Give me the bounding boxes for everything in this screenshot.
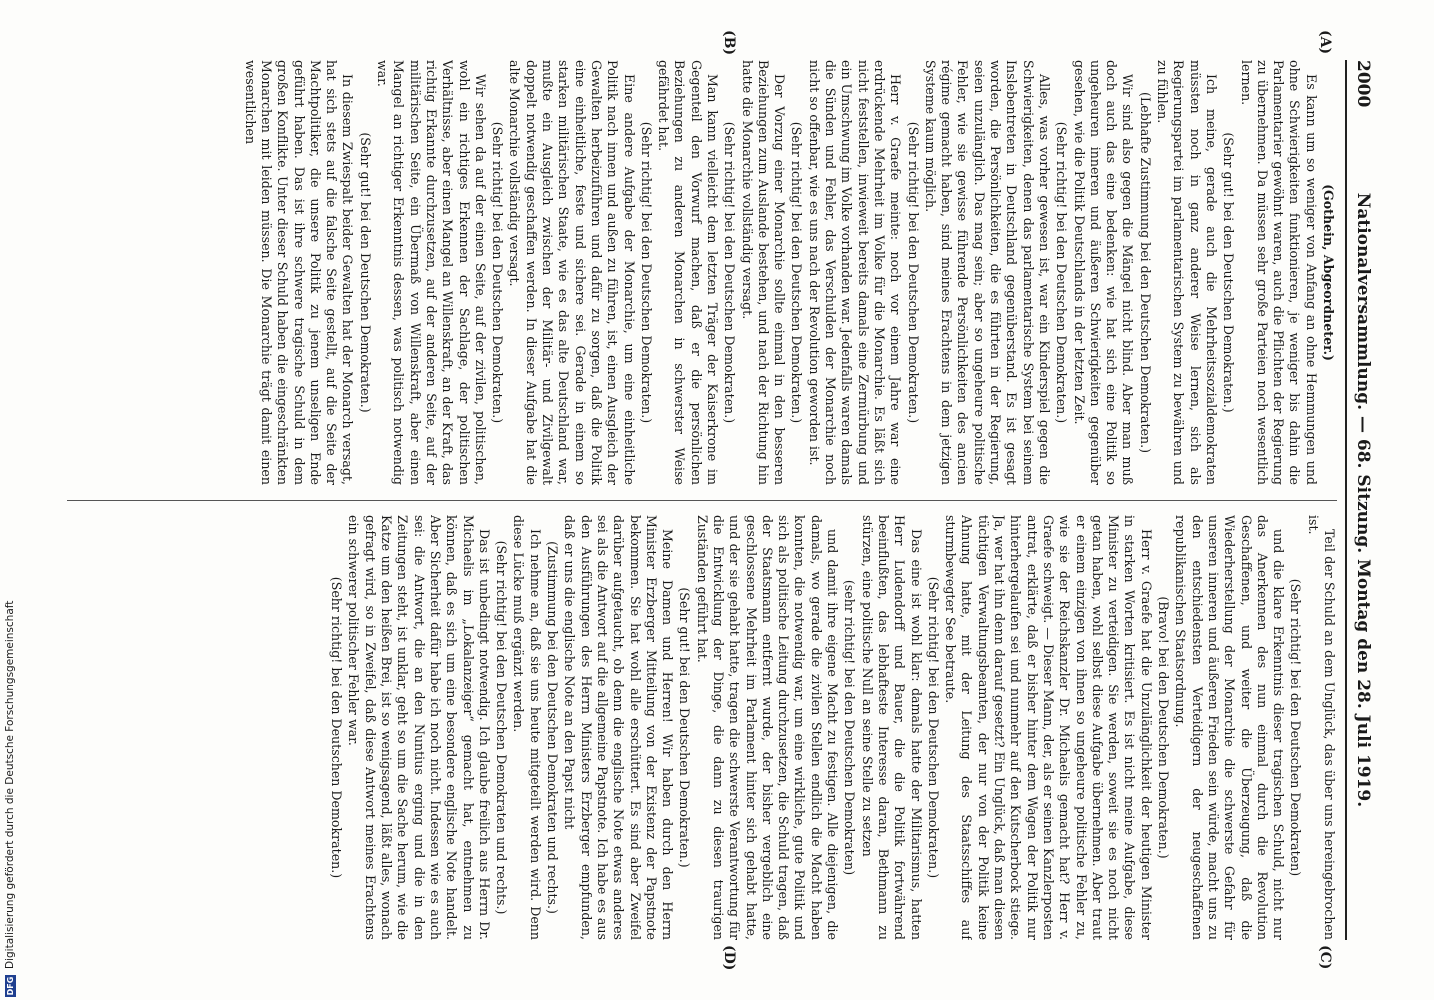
audience-reaction: (Bravo! bei den Deutschen Demokraten.)	[1156, 596, 1172, 859]
page-title: Nationalversammlung. — 68. Sitzung. Montag den 28. Juli 1919.	[1353, 192, 1373, 808]
paragraph: Der Vorzug einer Monarchie sollte einmal in den besseren Beziehungen zum Auslande bestehen, und nach der Richtung hin hatte die Monarchie vollständig versagt.	[739, 60, 788, 485]
paragraph: Eine andere Aufgabe der Monarchie, um eine einheitliche Politik nach innen und außen zu führen, ist, einen Ausgleich der Gewalten herbeizuführen und dafür zu sorgen, daß die Politik eine einheitliche, feste und sichere sei. Gerade in einem so starken militärischen Staate, wie es das alte Deutschland war, mußte ein Ausgleich zwischen der Militär- und Zivilgewalt doppelt notwendig geschaffen werden. In dieser Aufgabe hat die alte Monarchie vollständig versagt.	[507, 60, 637, 485]
paragraph: Man kann vielleicht dem letzten Träger der Kaiserkrone im Gegenteil den Vorwurf machen, daß er die persönlichen Beziehungen zu anderen Monarchen in schwerster Weise gefährdet hat.	[656, 60, 721, 485]
paragraph: Ich nehme an, daß sie uns heute mitgeteilt werden wird. Denn diese Lücke muß ergänzt werden.	[511, 515, 543, 940]
audience-reaction: (Sehr richtig! bei den Deutschen Demokraten.)	[329, 576, 345, 879]
margin-letter-b: (B)	[721, 30, 737, 56]
running-head	[1347, 60, 1377, 940]
paragraph: Das eine ist wohl klar: damals hatte der Militarismus, hatten Herr Ludendorff und Bauer, die die Politik fortwährend beeinflußten, das lebhafteste Interesse daran, Bethmann zu stürzen, eine politische Null an seine Stelle zu setzen	[859, 515, 924, 940]
speaker-name: (Gothein, Abgeordneter.)	[1321, 184, 1336, 361]
margin-letter-d: (D)	[721, 945, 737, 971]
paragraph: Wir sehen da auf der einen Seite, auf der zivilen, politischen, wohl ein richtiges Erkennen der Sachlage, der politischen Verhältnisse, aber einen Mangel an Willenskraft, an der Kraft, das richtig Erkannte durchzusetzen, auf der anderen Seite, auf der militärischen Seite, ein Übermaß von Willenskraft, aber einen Mangel an richtiger Erkenntnis dessen, was politisch notwendig war.	[375, 60, 488, 485]
audience-reaction: (Zustimmung bei den Deutschen Demokraten und rechts.)	[545, 541, 561, 914]
paragraph: Wir sind also gegen die Mängel nicht blind. Aber man muß doch auch das eine bedenken: wie hat sich eine Politik so ungeheuren inneren und äußeren Schwierigkeiten gegenüber gesehen, wie die Politik Deutschlands in der letzten Zeit.	[1071, 60, 1136, 485]
paragraph: Es kann um so weniger von Anfang an ohne Hemmungen und ohne Schwierigkeiten funktionieren, je weniger bis dahin die Parlamentarier gewöhnt waren, auch die Pflichten der Regierung zu übernehmen. Da müssen sehr große Parteien noch wesentlich lernen.	[1238, 60, 1319, 485]
margin-letter-c: (C)	[1317, 945, 1333, 970]
audience-reaction: (Lebhafte Zustimmung bei den Deutschen Demokraten.)	[1137, 91, 1153, 454]
audience-reaction: (sehr richtig! bei den Deutschen Demokraten)	[842, 579, 858, 876]
audience-reaction: (Sehr gut! bei den Deutschen Demokraten.)	[677, 587, 693, 868]
column-divider	[67, 500, 1337, 501]
audience-reaction: (Sehr gut! bei den Deutschen Demokraten.)	[1221, 132, 1237, 413]
footer-text: Digitalisierung gefördert durch die Deutsche Forschungsgemeinschaft	[4, 600, 16, 969]
paragraph: Herr v. Graefe meinte: noch vor einem Jahre war eine erdrückende Mehrheit im Volke für die Monarchie. Es läßt sich nicht feststellen, inwieweit bereits damals eine Zermürbung und ein Umschwung im Volke vorhanden war. Jedenfalls waren damals die Sünden und Fehler, das Verschulden der Monarchie noch nicht so offenbar, wie es uns nach der Revolution geworden ist.	[806, 60, 904, 485]
paragraph: und die klare Erkenntnis dieser tragischen Schuld, nicht nur das Anerkennen des nun einmal durch die Revolution Geschaffenen, und weiter die Überzeugung, daß die Wiederherstellung der Monarchie die schwerste Gefahr für unseren inneren und äußeren Frieden sein würde, macht uns zu den entschiedensten Verteidigern der neugeschaffenen republikanischen Staatsordnung.	[1173, 515, 1287, 940]
paragraph: Herr v. Graefe hat die Unzulänglichkeit der heutigen Minister in starken Worten kritisiert. Es ist nicht meine Aufgabe, diese Minister zu verteidigen. Sie werden, soweit sie es noch nicht getan haben, wohl selbst diese Aufgabe übernehmen. Aber traut er einem einzigen von ihnen so ungeheure politische Fehler zu, wie sie der Reichskanzler Dr. Michaelis gemacht hat? Herr v. Graefe schweigt. — Dieser Mann, der, als er seinen Kanzlerposten antrat, erklärte, daß er bisher hinter dem Wagen der Politik nur hinterhergelaufen sei und nunmehr auf den Kutscherbock stiege. Ja, wer hat ihn denn darauf gesetzt? Ein Unglück, daß man diesen tüchtigen Verwaltungsbeamten, der nur von der Politik keine Ahnung hatte, mit der Leitung des Staatsschiffes auf sturmbewegter See betraute.	[943, 515, 1154, 940]
header-rule	[1345, 60, 1347, 940]
audience-reaction: (Sehr richtig! bei den Deutschen Demokraten)	[1288, 578, 1304, 877]
audience-reaction: (Sehr richtig! bei den Deutschen Demokraten und rechts.)	[494, 540, 510, 915]
footer-credit	[4, 601, 16, 997]
margin-letter-a: (A)	[1317, 30, 1333, 55]
paragraph: Teil der Schuld an dem Unglück, das über uns hereingebrochen ist.	[1305, 515, 1337, 940]
paragraph: Meine Damen und Herren! Wir haben durch den Herrn Minister Erzberger Mitteilung von der Existenz der Papstnote bekommen. Sie hat wohl alle erschüttert. Es sind aber Zweifel darüber aufgetaucht, ob denn die englische Note etwas anderes sei als die Antwort auf die allgemeine Papstnote. Ich habe es aus den Ausführungen des Herrn Ministers Erzberger empfunden, daß er uns die englische Note an den Papst nicht	[562, 515, 676, 940]
audience-reaction: (Sehr richtig! bei den Deutschen Demokraten.)	[722, 121, 738, 424]
paragraph: Das ist unbedingt notwendig. Ich glaube freilich aus Herrn Dr. Michaelis im „Lokalanzeiger“ gemacht hat, entnehmen zu können, daß es sich um eine besondere englische Note handelt. Aber Sicherheit dafür habe ich noch nicht. Indessen wie es auch sei: die Antwort, die an den Nuntius erging und die in den Zeitungen steht, ist unklar, geht so um die Sache herum, wie die Katze um den heißen Brei, ist so wenigsagend, läßt alles, wonach gefragt wird, so in Zweifel, daß diese Antwort meines Erachtens ein schwerer politischer Fehler war.	[346, 515, 492, 940]
audience-reaction: (Sehr richtig! bei den Deutschen Demokraten.)	[1054, 121, 1070, 424]
rotated-page	[47, 30, 1377, 971]
audience-reaction: (Sehr richtig! bei den Deutschen Demokraten.)	[925, 576, 941, 879]
audience-reaction: (Sehr richtig! bei den Deutschen Demokraten.)	[490, 121, 506, 424]
right-column	[67, 515, 1337, 940]
paragraph: Ich meine, gerade auch die Mehrheitssozialdemokraten müssten noch in ganz anderer Weise lernen, sich als Regierungspartei im parlamentarischen System zu bewähren und zu fühlen.	[1155, 60, 1219, 485]
left-column	[67, 60, 1337, 485]
audience-reaction: (Sehr gut! bei den Deutschen Demokraten.)	[357, 132, 373, 413]
paragraph: und damit ihre eigene Macht zu festigen. Alle diejenigen, die damals, wo gerade die zivilen Stellen endlich die Macht haben konnten, die notwendig war, um eine wirkliche, gute Politik und sich als politische Leitung durchzusetzen, die Schuld tragen, daß der Staatsmann entfernt wurde, der bisher vergeblich eine geschlossene Mehrheit im Parlament hinter sich gehabt hatte, und der sie gehabt hatte, tragen die schwerste Verantwortung für die Entwicklung der Dinge, die dann zu diesen traurigen Zuständen geführt hat.	[694, 515, 841, 940]
page-number: 2000	[1353, 60, 1373, 108]
dfg-logo: DFG	[5, 976, 15, 996]
audience-reaction: (Sehr richtig! bei den Deutschen Demokraten.)	[905, 121, 921, 424]
audience-reaction: (Sehr richtig! bei den Deutschen Demokraten.)	[789, 121, 805, 424]
paragraph: Alles, was vorher gewesen ist, war ein Kinderspiel gegen die Schwierigkeiten, denen das parlamentarische System bei seinem Inslebentreten in Deutschland gegenüberstand. Es ist gesagt worden, die Persönlichkeiten, die es führten in der Regierung, seien unzulänglich. Das mag sein; aber so ungeheure politische Fehler, wie sie gewisse führende Persönlichkeiten des ancien régime gemacht haben, sind meines Erachtens in dem jetzigen Systeme kaum möglich.	[922, 60, 1052, 485]
audience-reaction: (Sehr richtig! bei den Deutschen Demokraten.)	[638, 121, 654, 424]
paragraph: In diesem Zwiespalt beider Gewalten hat der Monarch versagt, hat sich stets auf die falsche Seite gestellt, auf die Seite der Machtpolitiker, die unsere Politik zu jenem unseligen Ende geführt haben. Das ist ihre schwere tragische Schuld in dem großen Konflikte. Unter dieser Schuld haben die eingeschränkten Monarchen mit leiden müssen. Die Monarchie trägt damit einen wesentlichen	[242, 60, 356, 485]
